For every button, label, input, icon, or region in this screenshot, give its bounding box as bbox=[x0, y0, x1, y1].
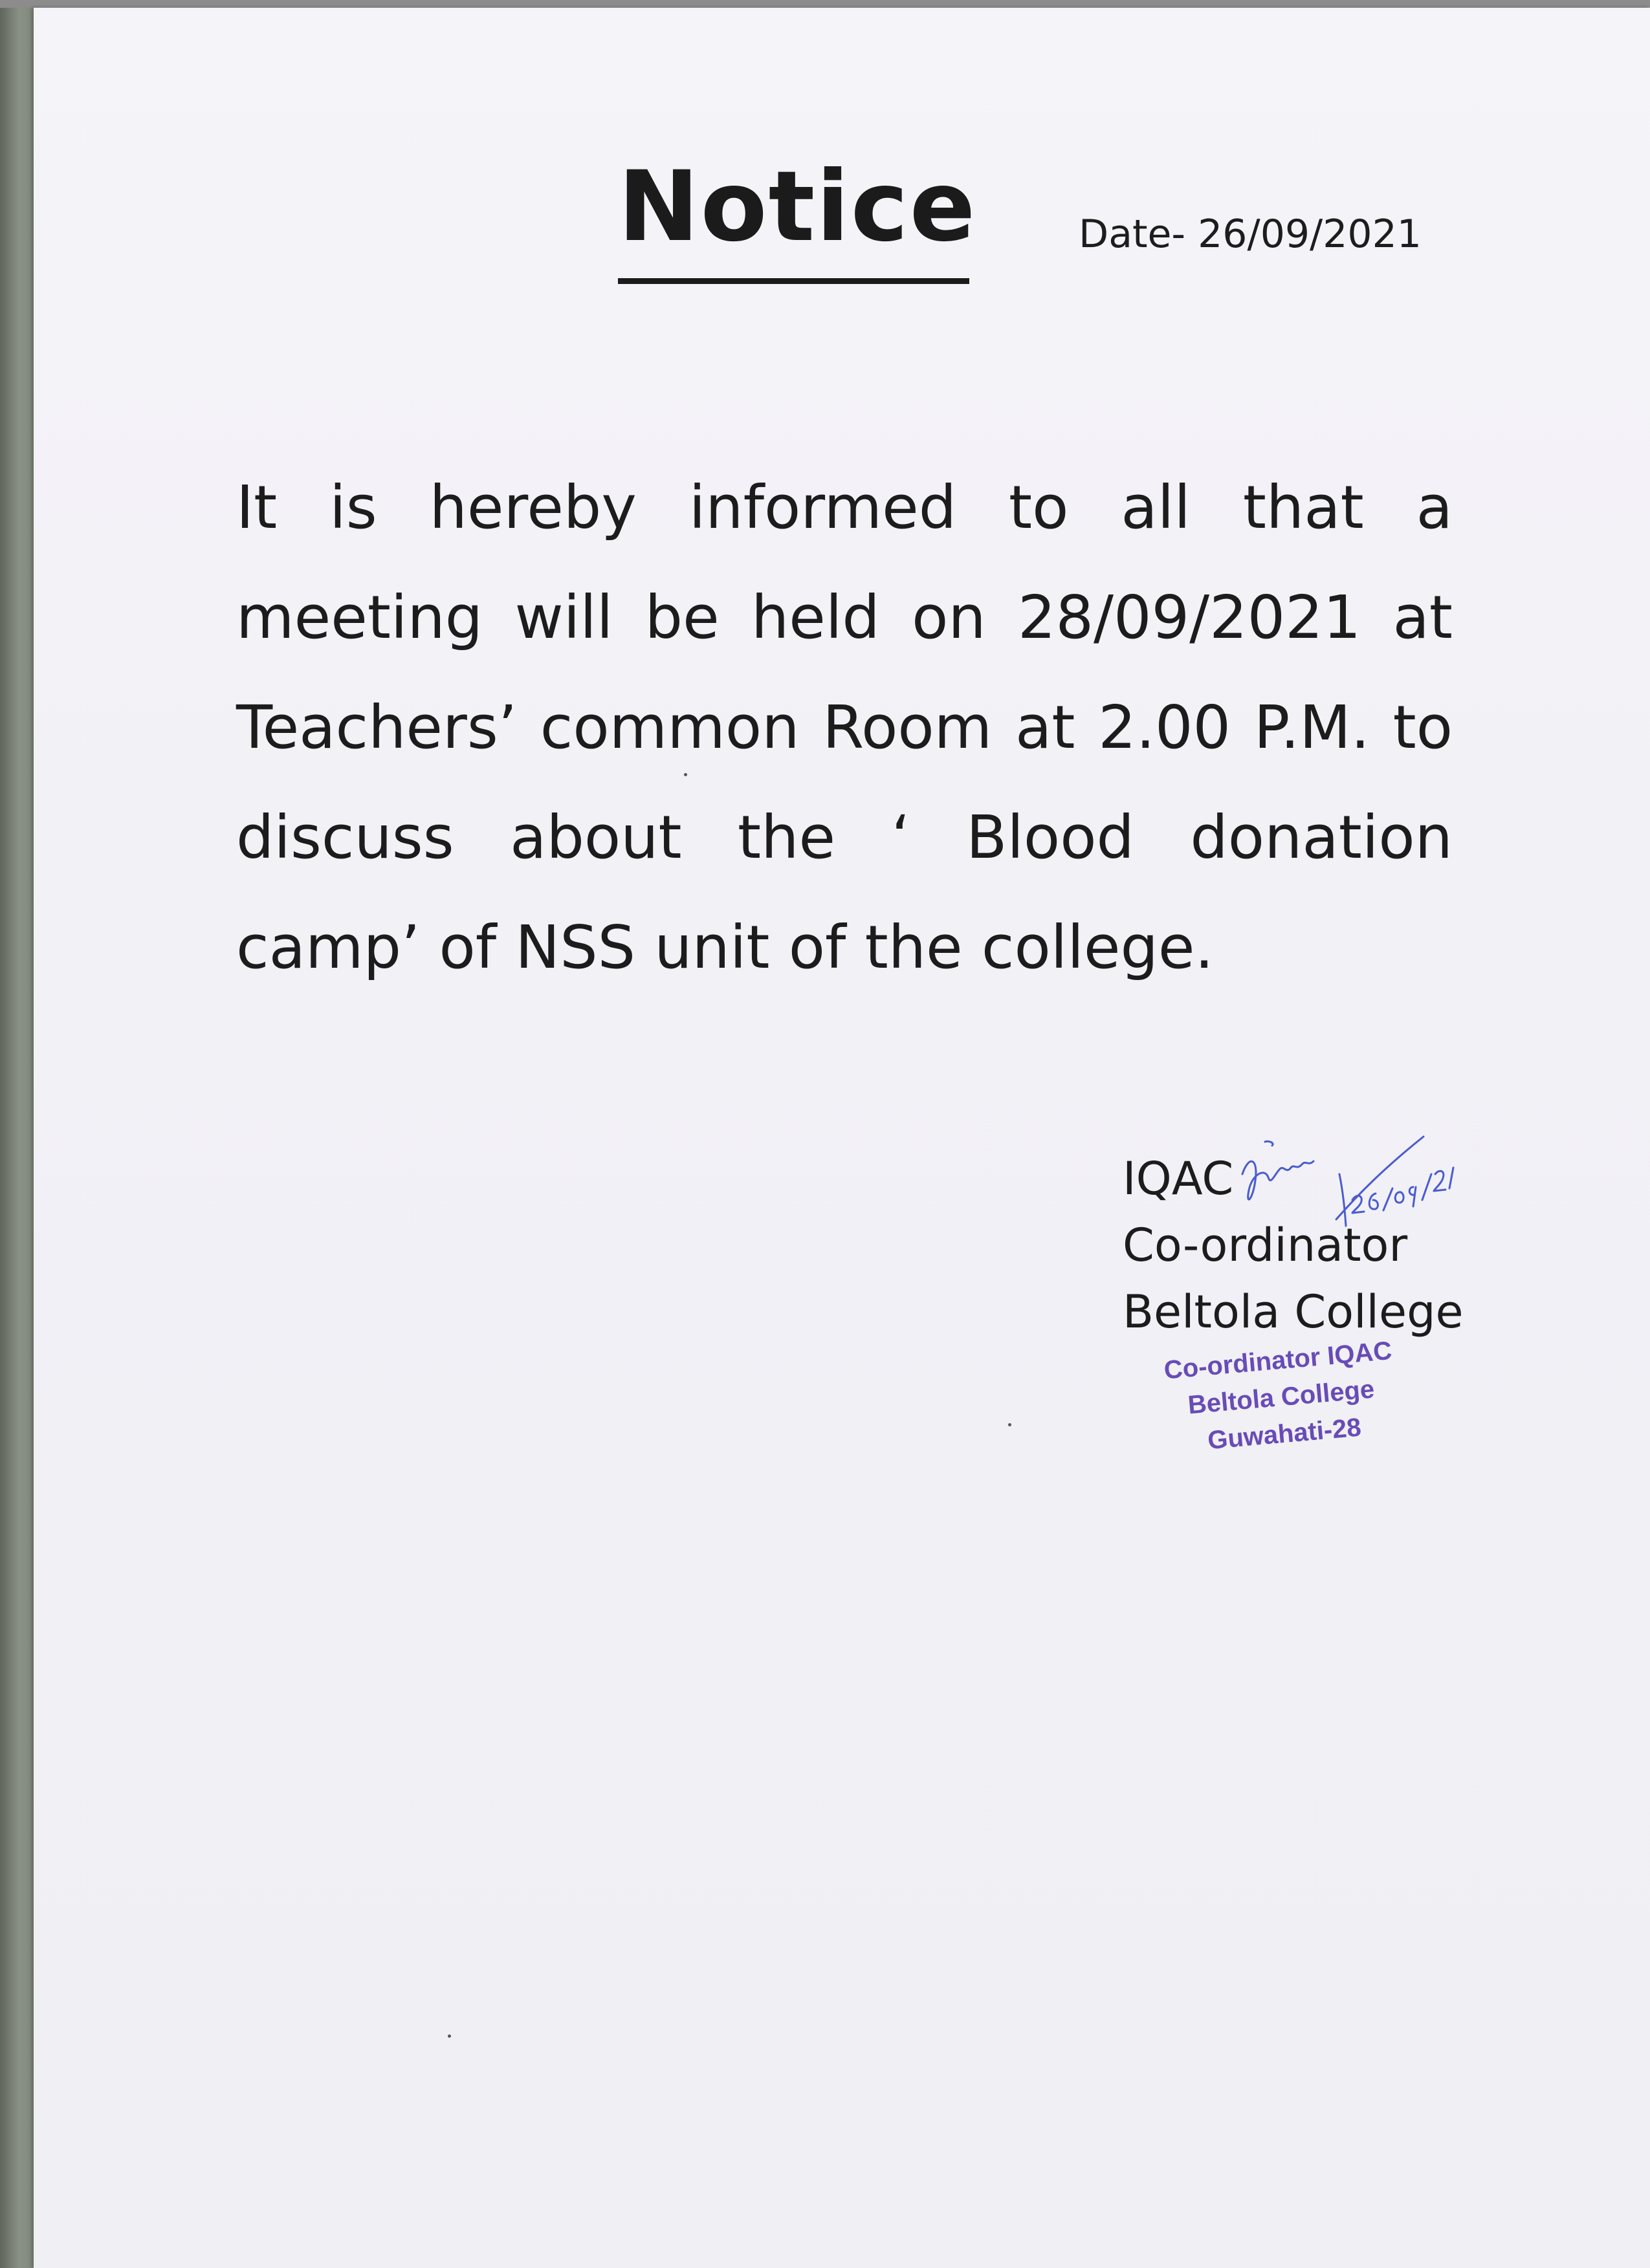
official-stamp bbox=[1141, 1331, 1421, 1465]
signatory-unit: IQAC bbox=[1123, 1152, 1234, 1205]
notice-date: Date- 26/09/2021 bbox=[1079, 212, 1422, 257]
stamp-role: Co-ordinator IQAC bbox=[1163, 1336, 1393, 1385]
scan-top-edge bbox=[0, 0, 1650, 8]
title-underline bbox=[618, 278, 969, 284]
notice-title: Notice bbox=[618, 151, 977, 263]
stamp-location: Guwahati-28 bbox=[1206, 1413, 1363, 1456]
stamp-institution: Beltola College bbox=[1187, 1375, 1376, 1420]
paper-speck bbox=[1008, 1423, 1011, 1426]
handwritten-signature bbox=[1229, 1129, 1462, 1245]
signatory-role: Co-ordinator bbox=[1123, 1219, 1408, 1272]
paper-speck bbox=[448, 2034, 451, 2038]
paper-speck bbox=[684, 773, 687, 776]
notice-body: It is hereby informed to all that a meeting will be held on 28/09/2021 at Teachers’ common Room at 2.00 P.M. to discuss about the ‘ Blood donation camp’ of NSS unit of the college. bbox=[236, 473, 1453, 982]
signatory-institution: Beltola College bbox=[1123, 1285, 1464, 1338]
